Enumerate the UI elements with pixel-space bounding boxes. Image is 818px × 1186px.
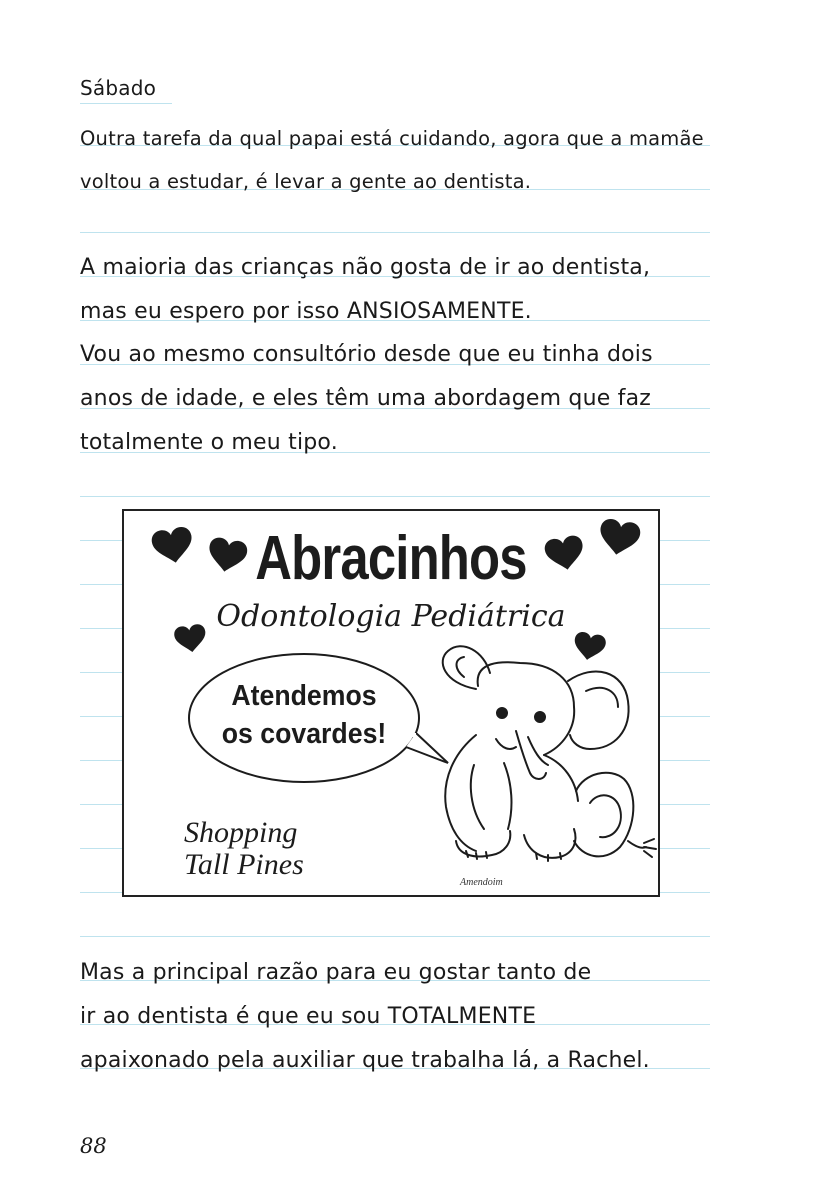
speech-bubble-text: [206, 677, 401, 753]
paragraph-3-line-2: ir ao dentista é que eu sou TOTALMENTE: [80, 1004, 537, 1029]
paragraph-3-line-3: apaixonado pela auxiliar que trabalha lá, a Rachel.: [80, 1048, 650, 1073]
location-line-1: Shopping: [184, 816, 298, 849]
ruled-line: [80, 496, 710, 497]
location-line-2: Tall Pines: [184, 848, 304, 881]
paragraph-1-line-2: voltou a estudar, é levar a gente ao dentista.: [80, 170, 532, 193]
bubble-line-1: Atendemos: [231, 680, 377, 712]
sign-location: [184, 817, 304, 881]
ruled-line: [80, 103, 172, 104]
sign-title: Abracinhos: [255, 524, 527, 593]
paragraph-2-line-3: Vou ao mesmo consultório desde que eu tinha dois: [80, 342, 653, 367]
ruled-line: [80, 232, 710, 233]
elephant-drawing: [443, 646, 656, 861]
sign-subtitle: Odontologia Pediátrica: [216, 599, 566, 634]
page-number: 88: [80, 1134, 107, 1158]
paragraph-3-line-1: Mas a principal razão para eu gostar tanto de: [80, 960, 592, 985]
bubble-line-2: os covardes!: [221, 718, 387, 750]
paragraph-1-line-1: Outra tarefa da qual papai está cuidando, agora que a mamãe: [80, 127, 704, 150]
artist-signature: Amendoim: [460, 877, 503, 888]
paragraph-2-line-1: A maioria das crianças não gosta de ir ao dentista,: [80, 255, 651, 280]
day-heading: Sábado: [80, 76, 157, 100]
paragraph-2-line-4: anos de idade, e eles têm uma abordagem que faz: [80, 386, 652, 411]
dentist-sign: [122, 509, 660, 897]
paragraph-2-line-2: mas eu espero por isso ANSIOSAMENTE.: [80, 299, 532, 324]
ruled-line: [80, 936, 710, 937]
paragraph-2-line-5: totalmente o meu tipo.: [80, 430, 338, 455]
